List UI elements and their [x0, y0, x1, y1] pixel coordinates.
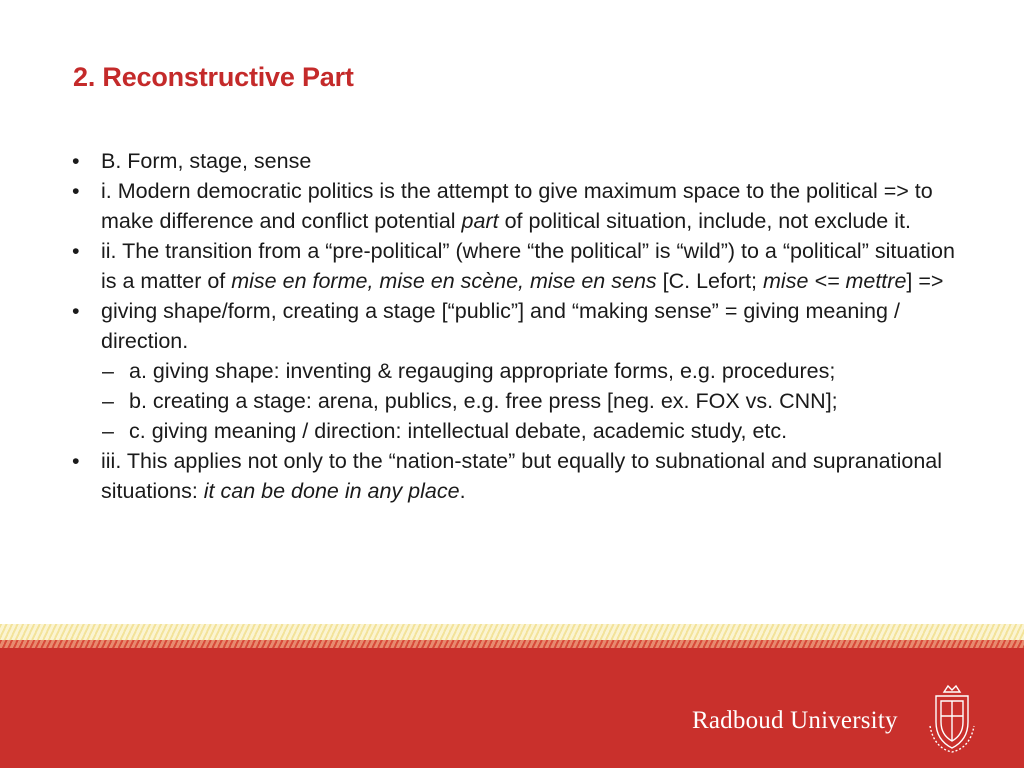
bullet-text: [C. Lefort;	[656, 269, 764, 293]
bullet-item	[72, 146, 972, 176]
bullet-list	[72, 146, 972, 506]
radboud-seal-icon	[924, 682, 980, 754]
bullet-emphasis: it can be done in any place	[203, 479, 460, 503]
bullet-text: iii. This applies not only to the “nation-state” but equally to subnational and supranational situations:	[101, 449, 943, 503]
bullet-emphasis: mise <= mettre	[763, 269, 907, 293]
bullet-text: .	[459, 479, 466, 503]
bullet-marker: •	[72, 449, 80, 473]
footer-stripe-dark	[0, 640, 1024, 648]
bullet-item	[72, 296, 972, 356]
bullet-marker: •	[72, 239, 80, 263]
bullet-emphasis: part	[461, 209, 499, 233]
sub-marker: –	[102, 359, 114, 383]
sub-marker: –	[102, 389, 114, 413]
sub-item	[72, 386, 972, 416]
university-name: Radboud University	[692, 707, 898, 734]
bullet-marker: •	[72, 179, 80, 203]
bullet-item	[72, 176, 972, 236]
bullet-marker: •	[72, 299, 80, 323]
bullet-text: of political situation, include, not exclude it.	[498, 209, 911, 233]
sub-text: c. giving meaning / direction: intellectual debate, academic study, etc.	[129, 419, 788, 443]
sub-text: a. giving shape: inventing & regauging appropriate forms, e.g. procedures;	[129, 359, 836, 383]
bullet-text: B. Form, stage, sense	[101, 149, 312, 173]
bullet-text: i. Modern democratic politics is the attempt to give maximum space to the political => to make difference and conflict potential	[101, 179, 933, 233]
bullet-text: ii. The transition from a “pre-political” (where “the political” is “wild”) to a “political” situation is a matter of	[101, 239, 955, 293]
sub-item	[72, 416, 972, 446]
bullet-marker: •	[72, 149, 80, 173]
bullet-item	[72, 236, 972, 296]
bullet-emphasis: mise en forme, mise en scène, mise en sens	[231, 269, 657, 293]
bullet-item	[72, 446, 972, 506]
bullet-text: ] =>	[906, 269, 944, 293]
slide-title: 2. Reconstructive Part	[73, 62, 354, 92]
sub-marker: –	[102, 419, 114, 443]
sub-item	[72, 356, 972, 386]
bullet-text: giving shape/form, creating a stage [“public”] and “making sense” = giving meaning / direction.	[101, 299, 900, 353]
sub-text: b. creating a stage: arena, publics, e.g. free press [neg. ex. FOX vs. CNN];	[129, 389, 838, 413]
